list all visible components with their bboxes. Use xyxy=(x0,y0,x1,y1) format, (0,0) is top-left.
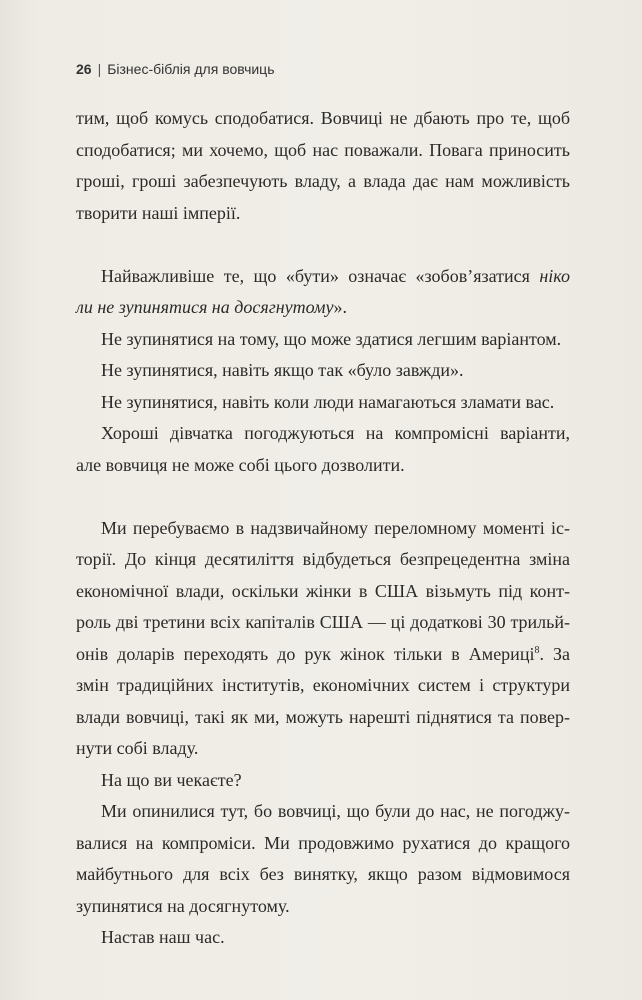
paragraph-4: Не зупинятися, навіть якщо так «було завжди». xyxy=(101,360,464,380)
paragraph-7 xyxy=(76,513,570,765)
text-line: економічної влади, оскільки жінки в США візьмуть під конт- xyxy=(76,580,570,601)
text-line: тим, щоб комусь сподобатися. Вовчиці не дбають про те, щоб xyxy=(76,108,570,128)
paragraph-3: Не зупинятися на тому, що може здатися легшим варіантом. xyxy=(101,328,562,349)
p2-italic-b: ли не зупинятися на досягнутому xyxy=(76,297,334,317)
text-line: сподобатися; ми хочемо, щоб нас поважали. Повага приносить xyxy=(76,139,570,160)
paragraph-5: Не зупинятися, навіть коли люди намагаються зламати вас. xyxy=(101,391,555,412)
paragraph-2 xyxy=(76,261,570,324)
running-header xyxy=(76,61,275,77)
text-line: торії. До кінця десятиліття відбудеться безпрецедентна зміна xyxy=(76,549,570,569)
text-line: зупинятися на досягнутому. xyxy=(76,895,290,916)
paragraph-9 xyxy=(76,796,570,922)
paragraph-6 xyxy=(76,418,570,481)
page-number: 26 xyxy=(76,61,92,77)
text-line: влади вовчиці, такі як ми, можуть нарешті піднятися та повер- xyxy=(76,706,570,727)
text-line: змін традиційних інститутів, економічних систем і структури xyxy=(76,675,570,695)
body-text xyxy=(76,103,570,954)
paragraph-10: Настав наш час. xyxy=(101,927,225,947)
text-line: але вовчиця не може собі цього дозволити. xyxy=(76,454,405,475)
p2-end: ». xyxy=(333,297,347,317)
text-line: валися на компроміси. Ми продовжимо рухатися до кращого xyxy=(76,832,570,853)
text-line: творити наші імперії. xyxy=(76,202,241,223)
footnote-marker[interactable]: 8 xyxy=(534,644,540,656)
text-line: гроші, гроші забезпечують владу, а влада дає нам можливість xyxy=(76,171,570,191)
paragraph-8: На що ви чекаєте? xyxy=(101,769,242,790)
book-title: Бізнес-біблія для вовчиць xyxy=(107,61,275,77)
text-line: Ми опинилися тут, бо вовчиці, що були до нас, не погоджу- xyxy=(101,801,570,821)
text-line: роль дві третини всіх капіталів США — ці додаткові 30 трильй- xyxy=(76,612,570,632)
text-line-end: . За xyxy=(539,643,570,664)
paragraph-1 xyxy=(76,103,570,229)
text-line: Хороші дівчатка погоджуються на компромісні варіанти, xyxy=(101,423,570,443)
text-line: Ми перебуваємо в надзвичайному переломному моменті іс- xyxy=(101,517,570,538)
p2-italic-a: ніко xyxy=(539,265,570,286)
text-line: нути собі владу. xyxy=(76,738,199,758)
text-line: майбутнього для всіх без винятку, якщо разом відмовимося xyxy=(76,864,570,884)
text-line: онів доларів переходять до рук жінок тільки в Америці xyxy=(76,643,535,664)
header-separator: | xyxy=(97,61,102,77)
p2-text: Найважливіше те, що «бути» означає «зобов’язатися xyxy=(101,265,540,286)
